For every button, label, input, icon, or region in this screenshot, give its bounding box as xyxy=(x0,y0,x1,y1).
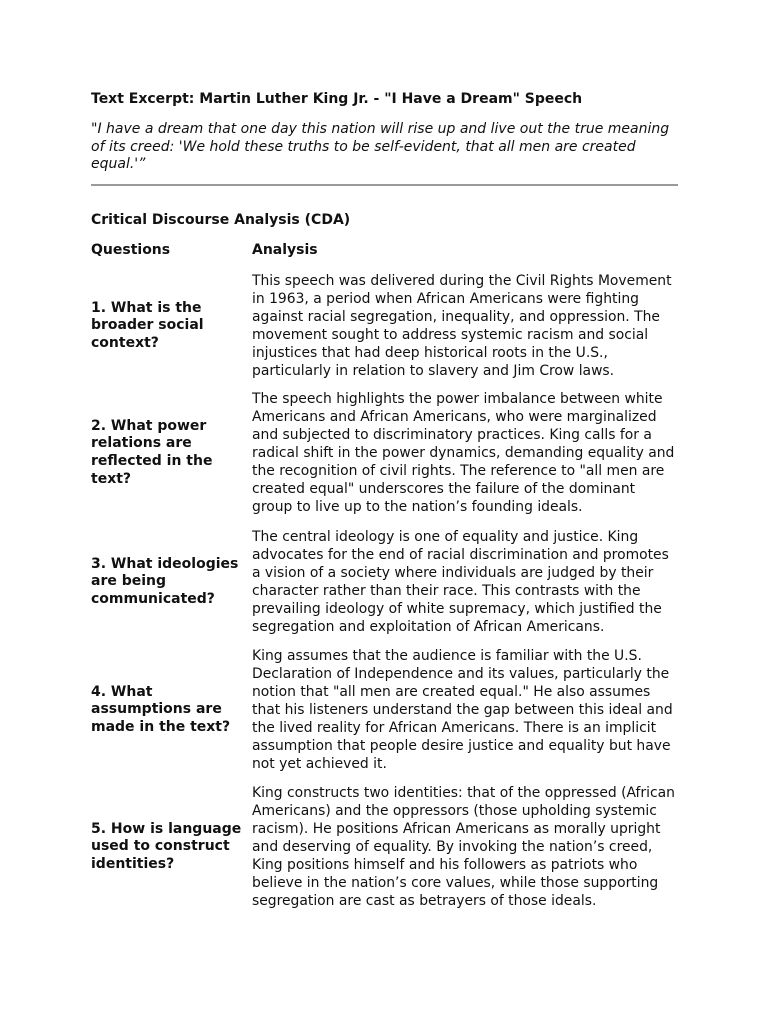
question-cell: 2. What power relations are reflected in the text? xyxy=(91,417,213,487)
cda-row-assumptions xyxy=(91,647,678,773)
analysis-cell: The speech highlights the power imbalance between white Americans and African Americans, who were marginalized and subjected to discriminatory practices. King calls for a radical shift in the power dynamics, demanding equality and the recognition of civil rights. The reference to "all men are created equal" underscores the failure of the dominant group to live up to the nation’s founding ideals. xyxy=(252,391,675,515)
cda-row-ideologies xyxy=(91,528,678,636)
question-cell: 4. What assumptions are made in the text? xyxy=(91,683,231,735)
cda-section-title: Critical Discourse Analysis (CDA) xyxy=(91,212,351,228)
questions-column-header: Questions xyxy=(91,242,171,258)
analysis-cell: King assumes that the audience is familiar with the U.S. Declaration of Independence and its values, particularly the notion that "all men are created equal." He also assumes that his listeners understand the gap between this ideal and the lived reality for African Americans. There is an implicit assumption that people desire justice and equality but have not yet achieved it. xyxy=(252,648,673,772)
question-cell: 3. What ideologies are being communicated? xyxy=(91,555,239,607)
excerpt-title: Text Excerpt: Martin Luther King Jr. - "I Have a Dream" Speech xyxy=(91,91,583,107)
section-divider xyxy=(91,184,678,186)
analysis-cell: King constructs two identities: that of the oppressed (African Americans) and the oppressors (those upholding systemic racism). He positions African Americans as morally upright and deserving of equality. By invoking the nation’s creed, King positions himself and his followers as patriots who believe in the nation’s core values, while those supporting segregation are cast as betrayers of those ideals. xyxy=(252,785,675,909)
cda-row-identities xyxy=(91,784,678,910)
analysis-cell: This speech was delivered during the Civil Rights Movement in 1963, a period when African Americans were fighting against racial segregation, inequality, and oppression. The movement sought to address systemic racism and social injustices that had deep historical roots in the U.S., particularly in relation to slavery and Jim Crow laws. xyxy=(252,273,672,379)
analysis-cell: The central ideology is one of equality and justice. King advocates for the end of racial discrimination and promotes a vision of a society where individuals are judged by their character rather than their race. This contrasts with the prevailing ideology of white supremacy, which justified the segregation and exploitation of African Americans. xyxy=(252,529,669,635)
analysis-column-header: Analysis xyxy=(252,242,318,258)
cda-row-power-relations xyxy=(91,390,678,516)
question-cell: 5. How is language used to construct identities? xyxy=(91,820,242,872)
cda-row-social-context xyxy=(91,272,678,380)
excerpt-quote: "I have a dream that one day this nation will rise up and live out the true meaning of its creed: 'We hold these truths to be self-evident, that all men are created equal.'” xyxy=(91,121,670,173)
question-cell: 1. What is the broader social context? xyxy=(91,299,204,351)
